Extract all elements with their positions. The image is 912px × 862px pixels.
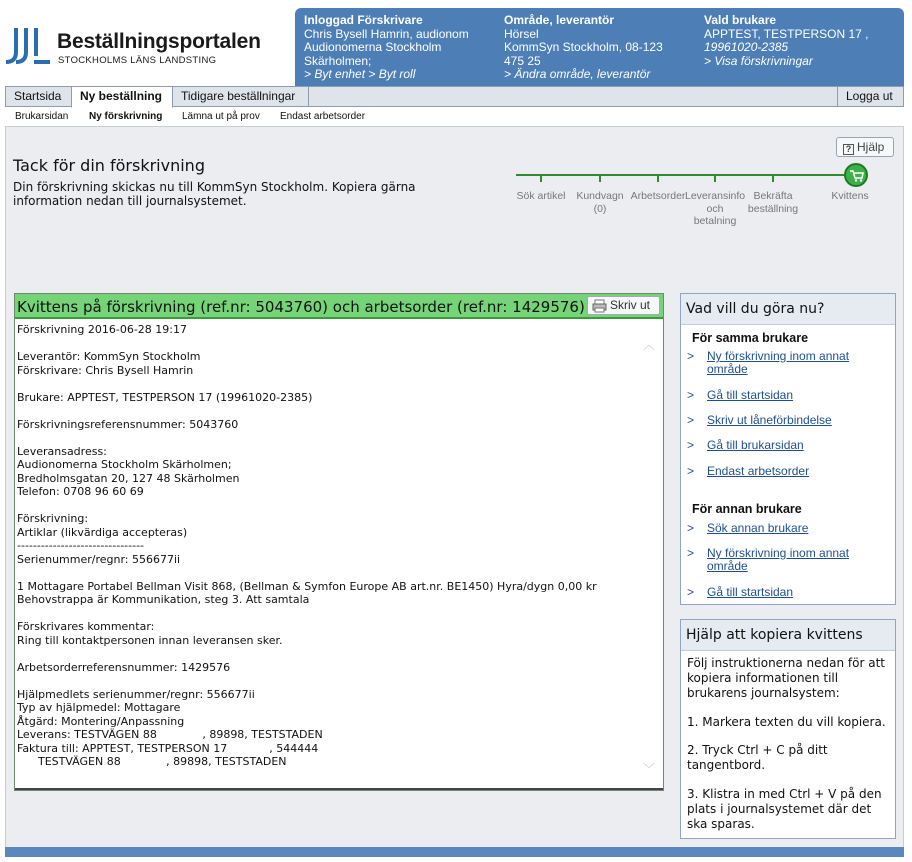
step-kvittens: Kvittens [831,190,869,202]
receipt-line [17,377,647,391]
copy-help-step-2: 2. Tryck Ctrl + C på ditt tangentbord. [687,743,828,772]
copy-help-intro: Följ instruktionerna nedan för att kopiera informationen till brukarens journalsystem: [687,656,886,700]
receipt-line: Arbetsorderreferensnummer: 1429576 [17,660,231,674]
step-marker [599,174,601,182]
logo-subtitle: STOCKHOLMS LÄNS LANDSTING [58,55,217,66]
receipt-line [17,337,647,351]
action-go-to-start[interactable]: > Gå till startsidan [687,388,794,402]
receipt-line: Förskrivning: [17,512,89,525]
receipt-line: Hjälpmedlets serienummer/regnr: 556677ii [17,687,255,701]
copy-help-step-1: 1. Markera texten du vill kopiera. [687,715,886,729]
receipt-line: Leverantör: KommSyn Stockholm [17,350,201,363]
receipt-line: Behovstrappa är Kommunikation, steg 3. Att samtala [17,593,310,606]
receipt-line: Förskrivares kommentar: [17,620,155,633]
step-marker [772,174,774,182]
area-line: KommSyn Stockholm, 08-123 [504,40,663,54]
footer-bar [5,847,904,857]
same-user-heading: För samma brukare [692,331,809,345]
receipt-line: Bredholmsgatan 20, 127 48 Skärholmen [17,471,240,485]
step-leveransinfo: Leveransinfo och betalning [685,190,746,227]
print-label: Skriv ut [610,298,651,312]
receipt-line: Förskrivare: Chris Bysell Hamrin [17,363,194,377]
page-title: Tack för din förskrivning [13,156,205,175]
tab-startsida[interactable]: Startsida [5,86,72,107]
logout-button[interactable]: Logga ut [837,86,904,107]
step-marker [540,174,542,182]
area-heading: Område, leverantör [504,13,615,27]
current-step-indicator [844,163,868,187]
subnav-endast-arbetsorder[interactable]: Endast arbetsorder [280,111,366,122]
action-go-to-user-page[interactable]: > Gå till brukarsidan [687,438,804,452]
receipt-line: Faktura till: APPTEST, TESTPERSON 17 , 544444 [17,741,319,755]
next-actions-panel [680,293,896,605]
receipt-line: Telefon: 0708 96 60 69 [17,485,144,498]
receipt-line: Förskrivning 2016-06-28 19:17 [17,323,187,336]
action-print-loan-agreement[interactable]: > Skriv ut låneförbindelse [687,413,832,427]
receipt-line: Audionomerna Stockholm Skärholmen; [17,458,232,471]
receipt-line [17,674,647,688]
copy-help-title: Hjälp att kopiera kvittens [681,620,895,651]
change-area-link[interactable]: > Ändra område, leverantör [504,67,651,81]
prescriber-info [304,14,499,82]
receipt-line: Förskrivningsreferensnummer: 5043760 [17,417,239,431]
prescriber-line: Chris Bysell Hamrin, audionom [304,26,469,41]
print-button[interactable] [587,296,660,315]
receipt-line: Leveransadress: [17,444,107,458]
prescriber-heading: Inloggad Förskrivare [304,13,423,27]
area-line: Hörsel [504,26,539,41]
session-info-panel [295,8,904,86]
receipt-line [17,431,647,445]
receipt-line: -------------------------------- [17,539,145,552]
receipt-line: Leverans: TESTVÄGEN 88 , 89898, TESTSTADEN [17,728,323,741]
receipt-line [17,499,647,513]
prescriber-line: Audionomerna Stockholm [304,40,442,54]
step-marker [657,174,659,182]
receipt-line: 1 Mottagare Portabel Bellman Visit 868, (Bellman & Symfon Europe AB art.nr. BE1450) Hyra/dygn 0,00 kr [17,579,597,593]
step-arbetsorder: Arbetsorder [630,190,686,202]
scroll-up-icon[interactable]: ︿ [642,338,655,352]
logo[interactable] [4,26,304,70]
receipt-line [17,566,647,580]
logo-title: Beställningsportalen [57,30,261,53]
change-unit-role-link[interactable]: > Byt enhet > Byt roll [304,67,416,81]
action-search-other-user[interactable]: > Sök annan brukare [687,521,809,535]
receipt-box [14,293,664,791]
step-kundvagn: Kundvagn (0) [576,190,624,215]
page-header [0,0,912,86]
step-sok-artikel: Sök artikel [516,190,566,202]
show-prescriptions-link[interactable]: > Visa förskrivningar [704,53,813,68]
copy-help-step-3: 3. Klistra in med Ctrl + V på den plats i journalsystemet där det ska sparas. [687,787,882,831]
action-new-prescription-other-area[interactable]: > Ny förskrivning inom annat område [687,349,850,376]
receipt-line: Typ av hjälpmedel: Mottagare [17,701,181,714]
tab-tidigare-bestallningar[interactable]: Tidigare beställningar [172,86,309,107]
action-new-prescription-other-area-2[interactable]: > Ny förskrivning inom annat område [687,546,850,573]
receipt-line: Åtgärd: Montering/Anpassning [17,714,185,728]
cart-icon [850,170,864,182]
action-work-order-only[interactable]: > Endast arbetsorder [687,464,810,478]
help-label: Hjälp [857,140,885,154]
question-mark-icon: ? [843,144,854,155]
other-user-heading: För annan brukare [692,502,802,516]
prescriber-line: Skärholmen; [304,53,372,68]
step-bekrafta: Bekräfta beställning [747,190,799,215]
landsting-logo-icon [4,26,52,66]
receipt-line: Brukare: APPTEST, TESTPERSON 17 (19961020-2385) [17,390,313,404]
scroll-down-icon[interactable]: ﹀ [642,762,655,776]
receipt-text[interactable] [17,323,647,788]
receipt-title: Kvittens på förskrivning (ref.nr: 5043760) och arbetsorder (ref.nr: 1429576) [17,298,585,316]
receipt-header [15,294,663,319]
user-heading: Vald brukare [704,13,777,27]
order-progress-stepper [510,162,880,232]
area-info [504,14,694,82]
printer-icon [592,299,607,313]
copy-help-panel [680,619,896,839]
receipt-line [17,647,647,661]
action-go-to-start-2[interactable]: > Gå till startsidan [687,585,794,599]
main-tabbar [5,86,904,107]
receipt-line [17,404,647,418]
area-line: 475 25 [504,53,541,68]
help-button[interactable] [836,137,894,157]
confirmation-text: Din förskrivning skickas nu till KommSyn Stockholm. Kopiera gärna information nedan till journalsystemet. [13,180,416,208]
receipt-bottom-border [15,788,663,790]
next-actions-title: Vad vill du göra nu? [681,294,895,325]
step-marker [714,174,716,182]
tab-ny-bestallning[interactable]: Ny beställning [71,86,173,108]
user-name: APPTEST, TESTPERSON 17 , [704,26,869,41]
user-personal-id: 19961020-2385 [704,40,789,54]
stepper-line [516,174,856,176]
receipt-line [17,607,647,621]
receipt-line: Ring till kontaktpersonen innan leveransen sker. [17,633,283,647]
subnav-brukarsidan[interactable]: Brukarsidan [15,111,69,122]
receipt-line: TESTVÄGEN 88 , 89898, TESTSTADEN [17,755,287,768]
user-info [704,14,899,68]
receipt-line: Artiklar (likvärdiga accepteras) [17,525,188,539]
receipt-line: Serienummer/regnr: 556677ii [17,552,181,566]
subnav-ny-forskrivning[interactable]: Ny förskrivning [89,111,163,122]
sub-navigation [5,107,904,127]
subnav-lamna-ut-pa-prov[interactable]: Lämna ut på prov [182,111,260,122]
